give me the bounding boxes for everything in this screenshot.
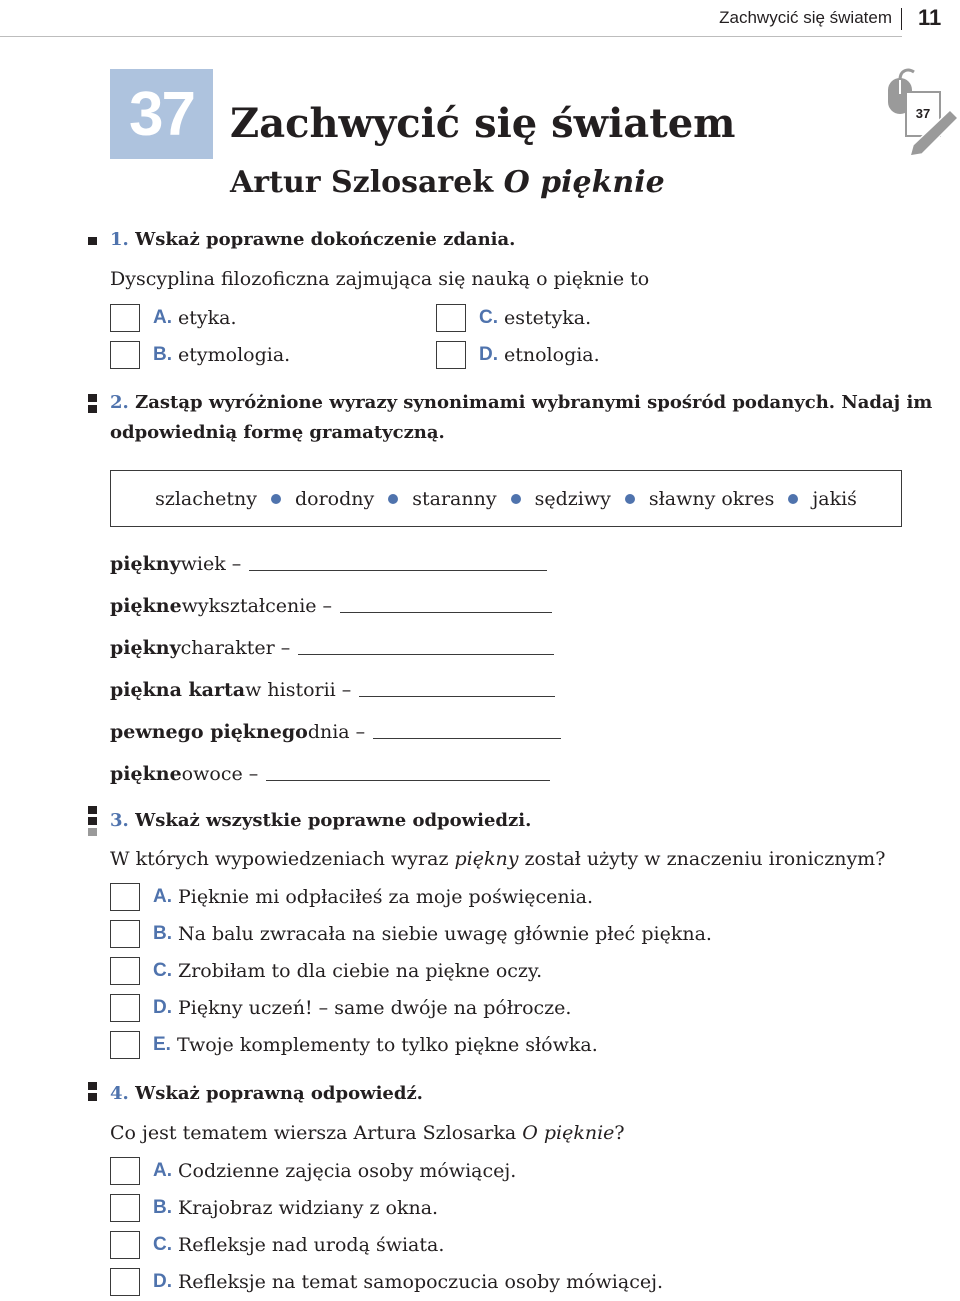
task-4-prompt: Co jest tematem wiersza Artura Szlosarka O pięknie? xyxy=(110,1122,625,1144)
task-3-option-d[interactable]: D. Piękny uczeń! – same dwóje na półrocze. xyxy=(110,994,571,1022)
difficulty-marker xyxy=(88,1082,97,1104)
answer-line[interactable] xyxy=(373,738,561,739)
fill-row-2: piękne wykształcenie – xyxy=(110,589,552,617)
difficulty-marker xyxy=(88,237,97,248)
fill-row-3: piękny charakter – xyxy=(110,631,554,659)
subtitle-author: Artur Szlosarek xyxy=(230,165,494,200)
chapter-number-box xyxy=(110,69,213,159)
icon-label: 37 xyxy=(915,106,931,121)
answer-line[interactable] xyxy=(298,654,554,655)
chapter-title: Zachwycić się światem xyxy=(230,100,736,147)
answer-checkbox[interactable] xyxy=(110,1231,140,1259)
answer-line[interactable] xyxy=(266,780,550,781)
header-separator xyxy=(901,8,902,30)
task-3-option-e[interactable]: E. Twoje komplementy to tylko piękne słówka. xyxy=(110,1031,598,1059)
task-4-option-b[interactable]: B. Krajobraz widziany z okna. xyxy=(110,1194,438,1222)
task-4-option-c[interactable]: C. Refleksje nad urodą świata. xyxy=(110,1231,444,1259)
word-bank-item: sędziwy xyxy=(534,487,611,510)
fill-row-5: pewnego pięknego dnia – xyxy=(110,715,561,743)
subtitle-work: O pięknie xyxy=(503,165,665,200)
word-bank-item: dorodny xyxy=(294,487,375,510)
fill-row-6: piękne owoce – xyxy=(110,757,550,785)
answer-line[interactable] xyxy=(359,696,555,697)
task-3-option-c[interactable]: C. Zrobiłam to dla ciebie na piękne oczy. xyxy=(110,957,542,985)
answer-checkbox[interactable] xyxy=(110,304,140,332)
task-1-prompt: Dyscyplina filozoficzna zajmująca się nauką o pięknie to xyxy=(110,268,650,290)
bullet-dot xyxy=(388,494,398,504)
answer-checkbox[interactable] xyxy=(436,304,466,332)
task-3-prompt: W których wypowiedzeniach wyraz piękny został użyty w znaczeniu ironicznym? xyxy=(110,848,886,870)
answer-line[interactable] xyxy=(249,570,547,571)
task-1-option-b[interactable]: B. etymologia. xyxy=(110,341,290,369)
answer-checkbox[interactable] xyxy=(110,1031,140,1059)
answer-checkbox[interactable] xyxy=(110,994,140,1022)
bullet-dot xyxy=(788,494,798,504)
answer-checkbox[interactable] xyxy=(110,1194,140,1222)
mouse-and-pencil-icon xyxy=(880,66,960,158)
task-3-option-b[interactable]: B. Na balu zwracała na siebie uwagę głównie płeć piękna. xyxy=(110,920,712,948)
fill-row-4: piękna karta w historii – xyxy=(110,673,555,701)
task-1-option-d[interactable]: D. etnologia. xyxy=(436,341,600,369)
page-number: 11 xyxy=(918,5,942,30)
task-3-heading: 3. Wskaż wszystkie poprawne odpowiedzi. xyxy=(110,810,532,831)
task-1-option-a[interactable]: A. etyka. xyxy=(110,304,237,332)
word-bank-item: staranny xyxy=(412,487,497,510)
difficulty-marker xyxy=(88,394,97,416)
task-3-option-a[interactable]: A. Pięknie mi odpłaciłeś za moje poświęcenia. xyxy=(110,883,593,911)
answer-checkbox[interactable] xyxy=(110,341,140,369)
difficulty-marker xyxy=(88,806,97,839)
answer-checkbox[interactable] xyxy=(110,1157,140,1185)
bullet-dot xyxy=(625,494,635,504)
task-4-heading: 4. Wskaż poprawną odpowiedź. xyxy=(110,1083,423,1104)
bullet-dot xyxy=(271,494,281,504)
answer-checkbox[interactable] xyxy=(110,1268,140,1296)
answer-checkbox[interactable] xyxy=(110,957,140,985)
task-4-option-a[interactable]: A. Codzienne zajęcia osoby mówiącej. xyxy=(110,1157,516,1185)
word-bank-item: szlachetny xyxy=(155,487,257,510)
bullet-dot xyxy=(511,494,521,504)
header-rule xyxy=(0,36,902,37)
chapter-subtitle xyxy=(230,165,665,200)
task-1-option-c[interactable]: C. estetyka. xyxy=(436,304,591,332)
word-bank-item: sławny okres xyxy=(648,487,775,510)
task-1-heading: 1. Wskaż poprawne dokończenie zdania. xyxy=(110,229,516,250)
word-bank xyxy=(110,470,902,527)
answer-checkbox[interactable] xyxy=(110,883,140,911)
running-title: Zachwycić się światem xyxy=(719,8,892,27)
task-2-heading-line2: odpowiednią formę gramatyczną. xyxy=(110,422,445,443)
chapter-number: 37 xyxy=(129,79,194,149)
task-2-heading: 2. Zastąp wyróżnione wyrazy synonimami wybranymi spośród podanych. Nadaj im xyxy=(110,392,933,413)
answer-checkbox[interactable] xyxy=(110,920,140,948)
task-4-option-d[interactable]: D. Refleksje na temat samopoczucia osoby mówiącej. xyxy=(110,1268,663,1296)
answer-checkbox[interactable] xyxy=(436,341,466,369)
fill-row-1: piękny wiek – xyxy=(110,547,547,575)
word-bank-item: jakiś xyxy=(812,487,857,510)
answer-line[interactable] xyxy=(340,612,552,613)
